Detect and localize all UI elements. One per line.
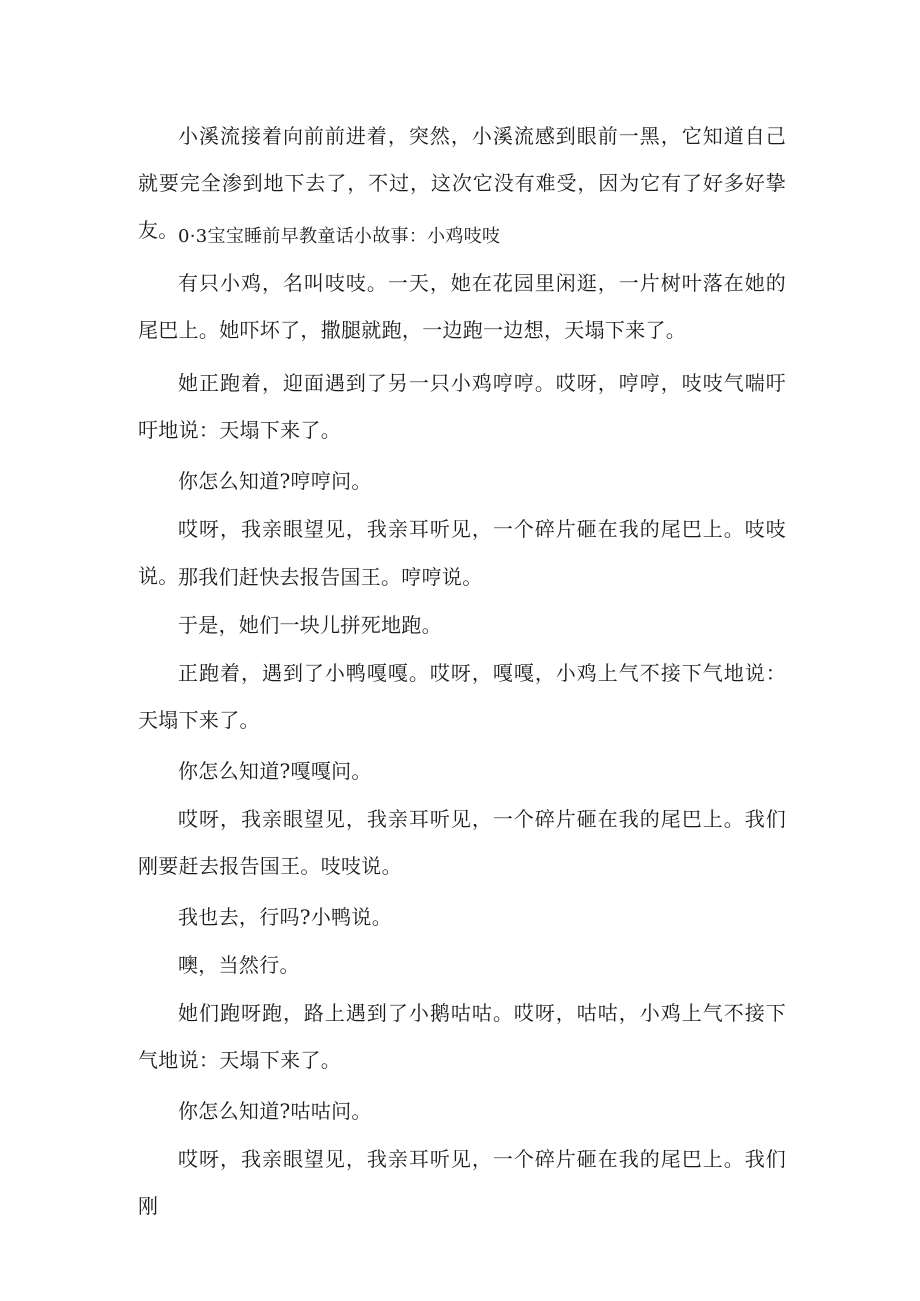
paragraph-explain-to-gaga: 哎呀，我亲眼望见，我亲耳听见，一个碎片砸在我的尾巴上。我们刚要赶去报告国王。吱吱说。 bbox=[138, 807, 786, 878]
paragraph-meet-gugu: 她们跑呀跑，路上遇到了小鹅咕咕。哎呀，咕咕，小鸡上气不接下气地说：天塌下来了。 bbox=[138, 1001, 786, 1072]
paragraph-duck-joins: 我也去，行吗?小鸭说。 bbox=[178, 905, 393, 929]
paragraph-gaga-asks: 你怎么知道?嘎嘎问。 bbox=[178, 759, 372, 783]
paragraph-zhizhi-explains: 哎呀，我亲眼望见，我亲耳听见，一个碎片砸在我的尾巴上。吱吱说。 bbox=[138, 517, 786, 588]
paragraph-gugu-asks: 你怎么知道?咕咕问。 bbox=[178, 1099, 372, 1123]
paragraph-meet-gaga: 正跑着，遇到了小鸭嘎嘎。哎呀，嘎嘎，小鸡上气不接下气地说：天塌下来了。 bbox=[138, 661, 786, 732]
paragraph-run-together: 于是，她们一块儿拼死地跑。 bbox=[178, 613, 442, 637]
paragraph-chick-intro: 有只小鸡，名叫吱吱。一天，她在花园里闲逛，一片树叶落在她的尾巴上。她吓坏了，撒腿就跑，一边跑一边想，天塌下来了。 bbox=[138, 271, 786, 342]
paragraph-hengheng-asks: 你怎么知道?哼哼问。 bbox=[178, 469, 372, 493]
paragraph-of-course: 噢，当然行。 bbox=[178, 953, 300, 977]
paragraph-explain-to-gugu: 哎呀，我亲眼望见，我亲耳听见，一个碎片砸在我的尾巴上。我们刚 bbox=[138, 1147, 786, 1218]
paragraph-report-king: 那我们赶快去报告国王。哼哼说。 bbox=[178, 565, 483, 589]
paragraph-meet-hengheng: 她正跑着，迎面遇到了另一只小鸡哼哼。哎呀，哼哼，吱吱气喘吁吁地说：天塌下来了。 bbox=[138, 371, 786, 442]
paragraph-stream-ending: 小溪流接着向前前进着，突然，小溪流感到眼前一黑，它知道自己就要完全渗到地下去了，不过，这次它没有难受，因为它有了好多好挚友。 bbox=[138, 124, 786, 242]
story-heading: 0·3宝宝睡前早教童话小故事：小鸡吱吱 bbox=[178, 226, 501, 247]
